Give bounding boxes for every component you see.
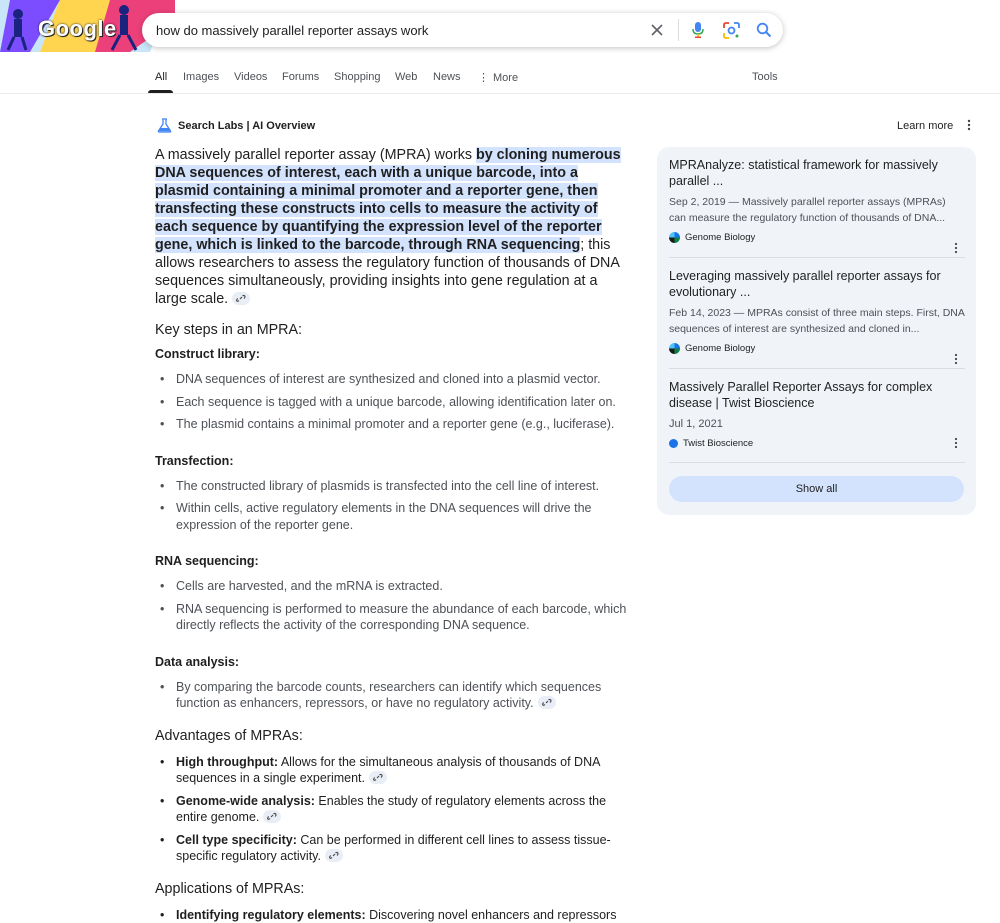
search-icon[interactable]	[750, 16, 778, 44]
list-item-text: By comparing the barcode counts, researchers can identify which sequences function as enhancers, repressors, or have no regulatory activity.	[176, 680, 601, 711]
list-item: • The constructed library of plasmids is transfected into the cell line of interest.	[155, 478, 633, 495]
list-item	[155, 907, 633, 923]
application-text: Discovering novel enhancers and repressors	[366, 908, 617, 922]
search-tabs	[148, 62, 788, 94]
source-card[interactable]	[669, 158, 965, 243]
clear-icon[interactable]	[643, 16, 671, 44]
list-item: • Cells are harvested, and the mRNA is extracted.	[155, 578, 633, 595]
sources-panel	[657, 147, 976, 515]
list-item	[155, 754, 633, 787]
ai-overview-header	[157, 118, 315, 133]
source-divider	[669, 462, 965, 463]
key-steps-heading: Key steps in an MPRA:	[155, 322, 633, 338]
source-date: Jul 1, 2021	[669, 416, 965, 432]
list-item	[155, 832, 633, 865]
tab-web[interactable]: Web	[395, 71, 417, 83]
construct-list	[155, 371, 633, 433]
ai-overview-menu-icon[interactable]	[962, 118, 976, 137]
tabs-divider	[0, 93, 1000, 94]
genome-biology-icon	[669, 343, 680, 354]
labs-flask-icon	[157, 118, 172, 133]
applications-list	[155, 907, 633, 923]
tools-button[interactable]: Tools	[752, 71, 778, 83]
advantage-text: Enables the study of regulatory elements across the entire genome.	[176, 794, 606, 825]
source-card[interactable]	[669, 269, 965, 354]
google-lens-icon[interactable]	[717, 16, 745, 44]
list-item: • Within cells, active regulatory elements in the DNA sequences will drive the expression of the reporter gene.	[155, 500, 633, 533]
show-all-button[interactable]: Show all	[669, 476, 964, 502]
tab-videos[interactable]: Videos	[234, 71, 267, 83]
ai-overview-title: Search Labs | AI Overview	[178, 120, 315, 132]
source-snippet: Sep 2, 2019 — Massively parallel reporter assays (MPRAs) can measure the regulatory function of thousands of DNA...	[669, 194, 965, 226]
citation-link-icon[interactable]	[369, 771, 387, 784]
analysis-heading: Data analysis:	[155, 655, 633, 669]
citation-link-icon[interactable]	[325, 849, 343, 862]
search-input[interactable]: how do massively parallel reporter assays work	[156, 23, 643, 38]
source-divider	[669, 257, 965, 258]
source-name: Twist Bioscience	[683, 438, 753, 449]
list-item	[155, 793, 633, 826]
source-site	[669, 438, 965, 449]
tab-images[interactable]: Images	[183, 71, 219, 83]
intro-tail: ; this allows researchers to assess the regulatory function of thousands of DNA sequences simultaneously, providing insights into gene regulation at a large scale.	[155, 237, 619, 307]
source-divider	[669, 368, 965, 369]
source-card[interactable]	[669, 380, 965, 449]
learn-more-link[interactable]: Learn more	[897, 120, 953, 132]
intro-highlight: by cloning numerous DNA sequences of interest, each with a unique barcode, into a plasmid containing a minimal promoter and a reporter gene, then transfecting these constructs into cells to measure the activity of each sequence by quantifying the expression level of the reporter gene, which is linked to the barcode, through RNA sequencing	[155, 147, 621, 253]
citation-link-icon[interactable]	[263, 810, 281, 823]
citation-link-icon[interactable]	[538, 696, 556, 709]
advantage-text: Allows for the simultaneous analysis of thousands of DNA sequences in a single experiment.	[176, 755, 600, 786]
tab-more-label: More	[493, 72, 518, 84]
advantages-heading: Advantages of MPRAs:	[155, 728, 633, 744]
transfection-heading: Transfection:	[155, 454, 633, 468]
application-term: Identifying regulatory elements:	[176, 908, 366, 922]
tab-shopping[interactable]: Shopping	[334, 71, 381, 83]
rnaseq-heading: RNA sequencing:	[155, 554, 633, 568]
overview-intro	[155, 146, 633, 308]
twist-bioscience-icon	[669, 439, 678, 448]
source-name: Genome Biology	[685, 343, 755, 354]
advantage-text: Can be performed in different cell lines to assess tissue-specific regulatory activity.	[176, 833, 611, 864]
construct-heading: Construct library:	[155, 347, 633, 361]
advantage-term: High throughput:	[176, 755, 278, 769]
genome-biology-icon	[669, 232, 680, 243]
source-site	[669, 343, 965, 354]
list-item: • RNA sequencing is performed to measure the abundance of each barcode, which directly reflects the activity of the corresponding DNA sequence.	[155, 601, 633, 634]
list-item	[155, 679, 633, 712]
search-box[interactable]	[142, 13, 783, 47]
transfection-list	[155, 478, 633, 534]
tab-news[interactable]: News	[433, 71, 461, 83]
applications-heading: Applications of MPRAs:	[155, 881, 633, 897]
microphone-icon[interactable]	[684, 16, 712, 44]
citation-link-icon[interactable]	[232, 292, 250, 305]
rnaseq-list	[155, 578, 633, 634]
search-divider	[678, 19, 679, 41]
advantage-term: Cell type specificity:	[176, 833, 297, 847]
source-title[interactable]: Massively Parallel Reporter Assays for complex disease | Twist Bioscience	[669, 380, 965, 411]
advantage-term: Genome-wide analysis:	[176, 794, 315, 808]
source-title[interactable]: MPRAnalyze: statistical framework for massively parallel ...	[669, 158, 965, 189]
logo-text: Google	[38, 16, 117, 42]
tab-forums[interactable]: Forums	[282, 71, 319, 83]
list-item: • The plasmid contains a minimal promoter and a reporter gene (e.g., luciferase).	[155, 416, 633, 433]
source-menu-icon[interactable]	[951, 436, 961, 454]
source-site	[669, 232, 965, 243]
tab-more[interactable]	[478, 71, 518, 84]
source-snippet: Feb 14, 2023 — MPRAs consist of three main steps. First, DNA sequences of interest are synthesized and cloned in...	[669, 305, 965, 337]
source-title[interactable]: Leveraging massively parallel reporter assays for evolutionary ...	[669, 269, 965, 300]
advantages-list	[155, 754, 633, 865]
more-dots-icon: ⋮	[478, 72, 489, 84]
list-item: • Each sequence is tagged with a unique barcode, allowing identification later on.	[155, 394, 633, 411]
ai-overview-content	[155, 146, 633, 923]
source-name: Genome Biology	[685, 232, 755, 243]
intro-lead: A massively parallel reporter assay (MPRA) works	[155, 147, 476, 163]
tab-all[interactable]: All	[155, 71, 167, 83]
list-item: • DNA sequences of interest are synthesized and cloned into a plasmid vector.	[155, 371, 633, 388]
analysis-list	[155, 679, 633, 712]
